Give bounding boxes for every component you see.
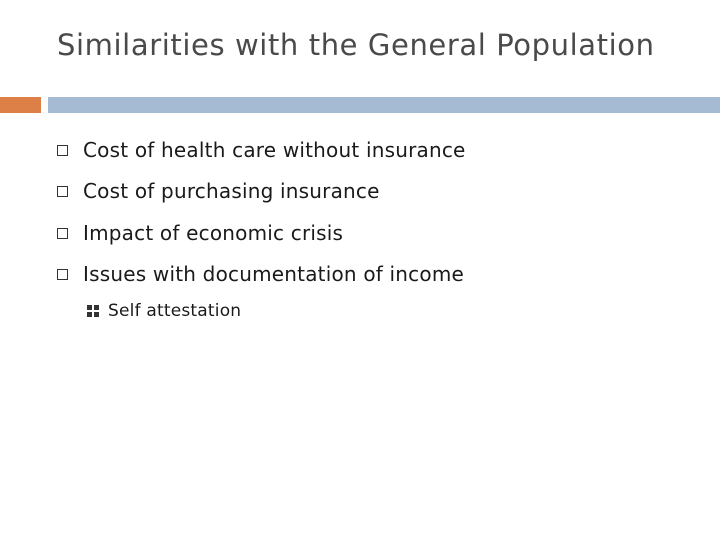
- title-accent-bar: [0, 97, 41, 113]
- title-divider-bar: [48, 97, 720, 113]
- sub-bullet-text: Self attestation: [108, 301, 242, 321]
- bullet-item: [57, 221, 343, 245]
- bullet-text: Cost of health care without insurance: [83, 138, 466, 162]
- bullet-item: [57, 262, 464, 286]
- slide-title: Similarities with the General Population: [57, 28, 655, 62]
- quad-square-bullet-icon: [87, 305, 100, 318]
- sub-bullet-item: [87, 301, 241, 321]
- hollow-square-bullet-icon: [57, 228, 68, 239]
- bullet-text: Impact of economic crisis: [83, 221, 344, 245]
- bullet-text: Cost of purchasing insurance: [83, 179, 380, 203]
- bullet-item: [57, 138, 466, 162]
- bullet-text: Issues with documentation of income: [83, 262, 465, 286]
- hollow-square-bullet-icon: [57, 145, 68, 156]
- hollow-square-bullet-icon: [57, 186, 68, 197]
- bullet-item: [57, 179, 380, 203]
- hollow-square-bullet-icon: [57, 269, 68, 280]
